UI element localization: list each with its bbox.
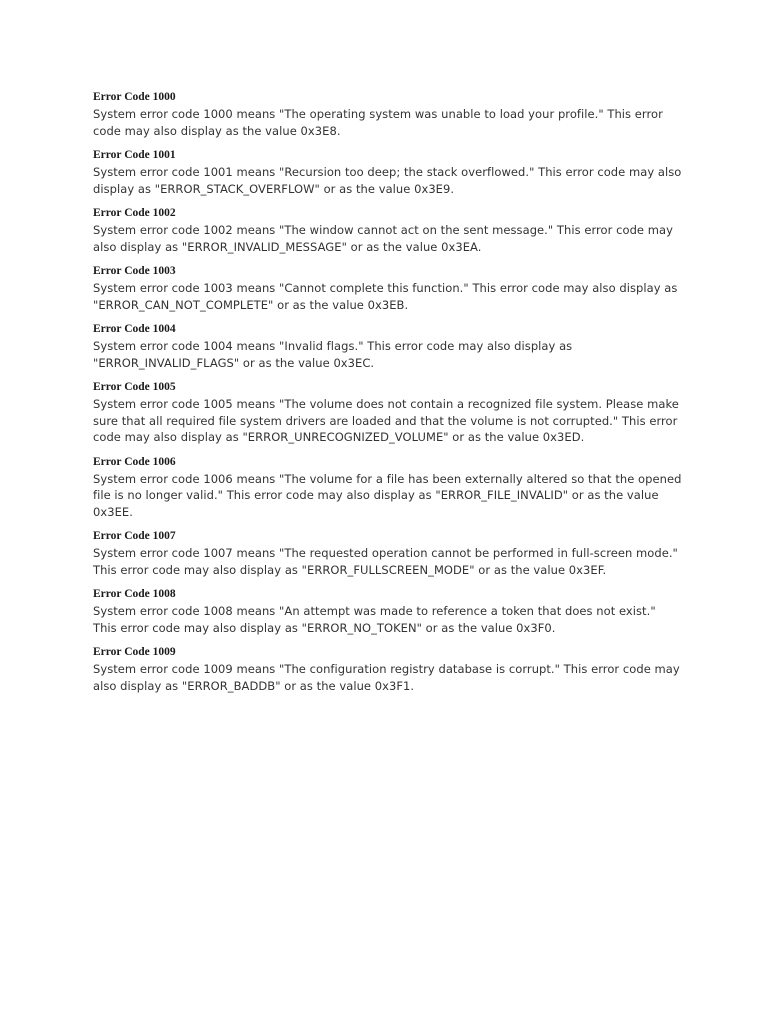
error-entry-1001: [93, 148, 683, 197]
error-entry-1005: [93, 380, 683, 446]
entry-title: Error Code 1001: [93, 149, 176, 161]
entry-description: System error code 1009 means "The configuration registry database is corrupt." This error code may also display as "ERROR_BADDB" or as the value 0x3F1.: [93, 662, 680, 693]
error-entry-1002: [93, 206, 683, 255]
entry-title: Error Code 1000: [93, 91, 176, 103]
error-entry-1008: [93, 587, 683, 636]
error-entry-1006: [93, 455, 683, 521]
entry-title: Error Code 1007: [93, 530, 176, 542]
error-entry-1009: [93, 645, 683, 694]
entry-title: Error Code 1003: [93, 265, 176, 277]
document-page: [93, 90, 683, 703]
entry-description: System error code 1001 means "Recursion too deep; the stack overflowed." This error code may also display as "ERROR_STACK_OVERFLOW" or as the value 0x3E9.: [93, 165, 682, 196]
entry-title: Error Code 1004: [93, 323, 176, 335]
entry-description: System error code 1003 means "Cannot complete this function." This error code may also display as "ERROR_CAN_NOT_COMPLETE" or as the value 0x3EB.: [93, 281, 678, 312]
entry-description: System error code 1008 means "An attempt was made to reference a token that does not exist." This error code may also display as "ERROR_NO_TOKEN" or as the value 0x3F0.: [93, 604, 656, 635]
entry-title: Error Code 1006: [93, 455, 176, 468]
entry-description: System error code 1007 means "The requested operation cannot be performed in full-screen mode." This error code may also display as "ERROR_FULLSCREEN_MODE" or as the value 0x3EF.: [93, 546, 678, 577]
entry-description: System error code 1002 means "The window cannot act on the sent message." This error code may also display as "ERROR_INVALID_MESSAGE" or as the value 0x3EA.: [93, 223, 673, 254]
entry-description: System error code 1005 means "The volume does not contain a recognized file system. Please make sure that all required file system drivers are loaded and that the volume is not corrupted." This error code may also display as "ERROR_UNRECOGNIZED_VOLUME" or as the value 0x3ED.: [93, 397, 679, 444]
entry-title: Error Code 1005: [93, 381, 176, 393]
entry-title: Error Code 1002: [93, 207, 176, 219]
error-entry-1007: [93, 529, 683, 578]
error-entry-1003: [93, 264, 683, 313]
error-entry-1004: [93, 322, 683, 371]
entry-description: System error code 1004 means "Invalid flags." This error code may also display as "ERROR_INVALID_FLAGS" or as the value 0x3EC.: [93, 339, 573, 370]
entry-title: Error Code 1009: [93, 646, 176, 658]
error-entry-1000: [93, 90, 683, 139]
entry-description: System error code 1000 means "The operating system was unable to load your profile." This error code may also display as the value 0x3E8.: [93, 107, 663, 138]
entry-description: System error code 1006 means "The volume for a file has been externally altered so that the opened file is no longer valid." This error code may also display as "ERROR_FILE_INVALID" or as the value 0x3EE.: [93, 471, 682, 519]
entry-title: Error Code 1008: [93, 588, 176, 600]
